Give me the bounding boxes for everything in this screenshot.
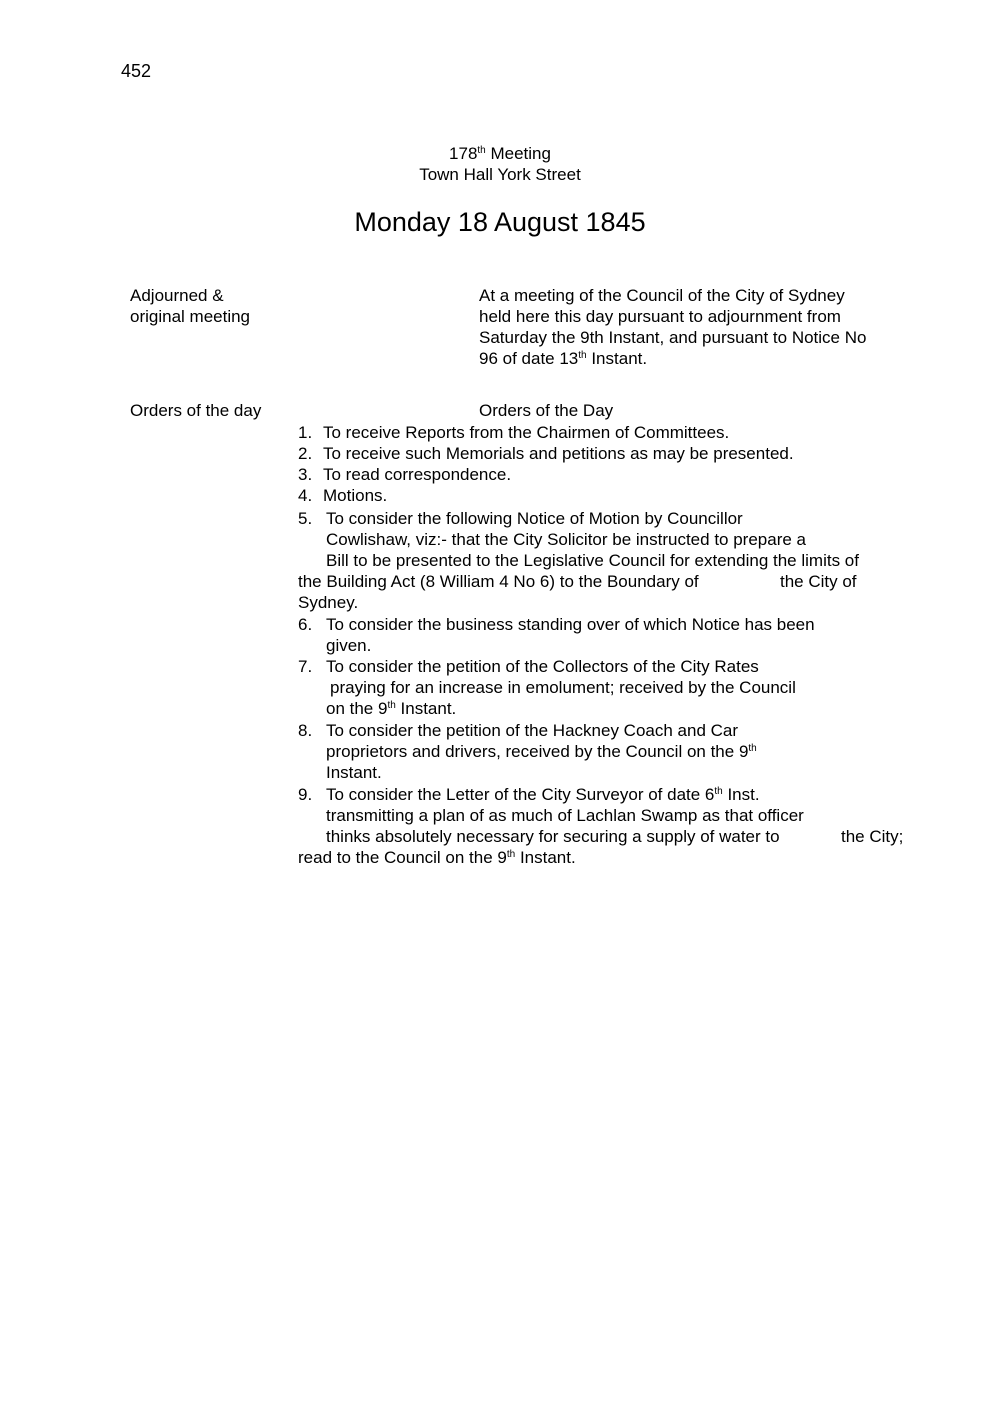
meeting-number-value: 178 [449, 144, 478, 163]
opening-paragraph-text: 96 of date 13 [479, 349, 579, 368]
order-item-continuation: the City of [780, 572, 857, 591]
order-item-text-part: proprietors and drivers, received by the Council on the 9 [326, 742, 749, 761]
order-item-number: 2. [298, 444, 313, 463]
order-item-text: To consider the business standing over of which Notice has been [326, 615, 815, 634]
meeting-number-suffix: th [477, 145, 486, 156]
order-item-text-part: Instant. [395, 699, 457, 718]
order-item-text [326, 784, 760, 805]
opening-paragraph-line: Saturday the 9th Instant, and pursuant to Notice No [479, 328, 867, 347]
order-item-continuation [326, 698, 456, 719]
order-item-number: 1. [298, 423, 313, 442]
orders-heading: Orders of the Day [479, 401, 614, 420]
order-item-continuation: Sydney. [298, 593, 359, 612]
order-item-continuation: the City; [841, 827, 904, 846]
order-item-continuation: given. [326, 636, 372, 655]
order-item-text: To consider the petition of the Hackney Coach and Car [326, 721, 739, 740]
order-item-number: 7. [298, 657, 313, 676]
order-item-sup: th [387, 700, 396, 711]
opening-paragraph-sup: th [578, 350, 587, 361]
order-item-continuation: Instant. [326, 763, 382, 782]
opening-paragraph-line [479, 348, 647, 369]
order-item-text: To receive such Memorials and petitions as may be presented. [323, 444, 794, 463]
order-item-sup: th [714, 786, 723, 797]
order-item-continuation [326, 741, 757, 762]
order-item-number: 3. [298, 465, 313, 484]
margin-note-adjourned-line2: original meeting [130, 307, 251, 326]
order-item-sup: th [748, 743, 757, 754]
order-item-number: 5. [298, 509, 313, 528]
meeting-word: Meeting [485, 144, 551, 163]
order-item-text: To consider the following Notice of Motion by Councillor [326, 509, 743, 528]
order-item-continuation: the Building Act (8 William 4 No 6) to the Boundary of [298, 572, 699, 591]
order-item-text-part: read to the Council on the 9 [298, 848, 507, 867]
margin-note-orders: Orders of the day [130, 401, 262, 420]
order-item-text: Motions. [323, 486, 388, 505]
meeting-number [0, 143, 1000, 164]
order-item-text: To receive Reports from the Chairmen of Committees. [323, 423, 730, 442]
order-item-continuation: Cowlishaw, viz:- that the City Solicitor be instructed to prepare a [326, 530, 806, 549]
order-item-continuation: thinks absolutely necessary for securing a supply of water to [326, 827, 780, 846]
order-item-text: To consider the petition of the Collectors of the City Rates [326, 657, 759, 676]
page-number: 452 [121, 61, 152, 81]
meeting-venue: Town Hall York Street [419, 165, 581, 184]
order-item-number: 9. [298, 785, 313, 804]
opening-paragraph-text: Instant. [586, 349, 648, 368]
order-item-continuation: Bill to be presented to the Legislative Council for extending the limits of [326, 551, 859, 570]
margin-note-adjourned-line1: Adjourned & [130, 286, 224, 305]
order-item-continuation [298, 847, 576, 868]
order-item-continuation: transmitting a plan of as much of Lachlan Swamp as that officer [326, 806, 804, 825]
meeting-date-title: Monday 18 August 1845 [354, 207, 646, 237]
order-item-text: To read correspondence. [323, 465, 512, 484]
order-item-number: 4. [298, 486, 313, 505]
order-item-text-part: To consider the Letter of the City Surveyor of date 6 [326, 785, 715, 804]
order-item-continuation: praying for an increase in emolument; received by the Council [330, 678, 796, 697]
opening-paragraph-line: At a meeting of the Council of the City of Sydney [479, 286, 845, 305]
order-item-number: 6. [298, 615, 313, 634]
order-item-text-part: Instant. [515, 848, 576, 867]
opening-paragraph-line: held here this day pursuant to adjournment from [479, 307, 841, 326]
order-item-text-part: on the 9 [326, 699, 388, 718]
order-item-number: 8. [298, 721, 313, 740]
order-item-sup: th [506, 849, 516, 860]
order-item-text-part: Inst. [722, 785, 760, 804]
